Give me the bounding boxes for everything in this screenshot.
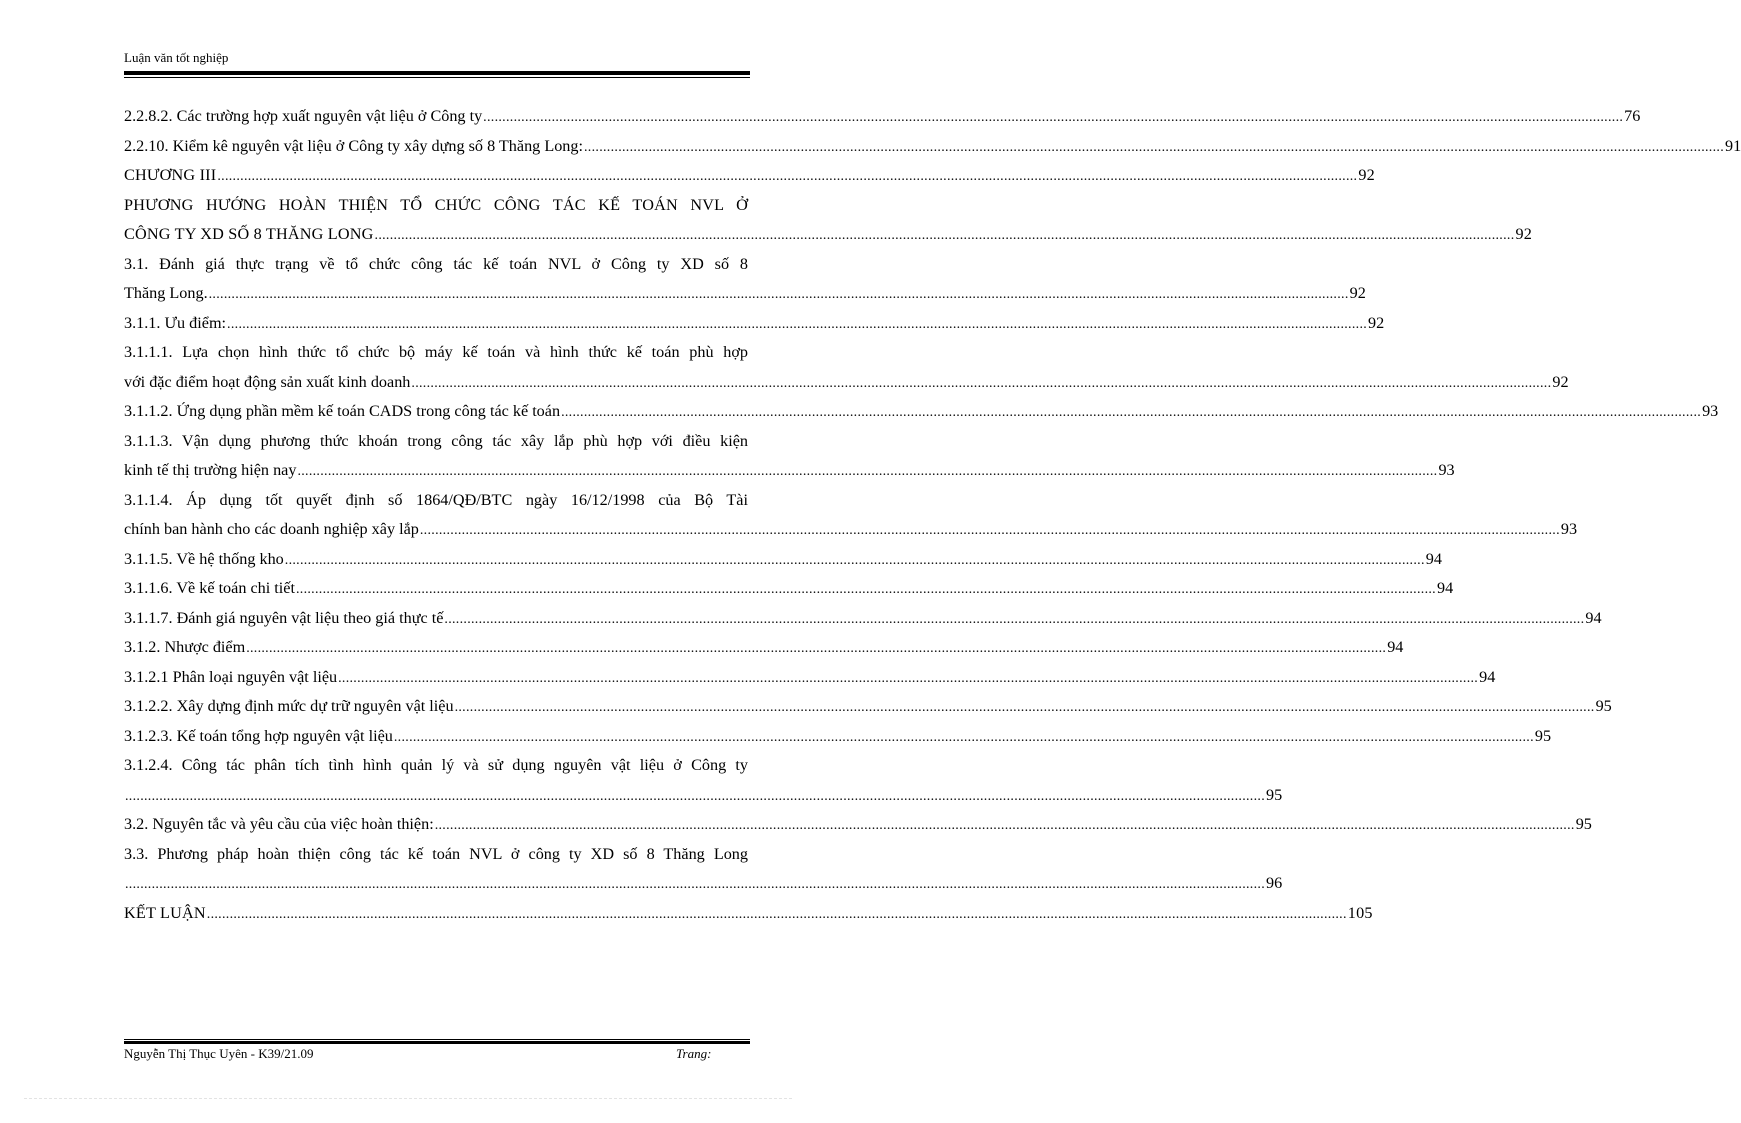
toc-entry-title: chính ban hành cho các doanh nghiệp xây lắp <box>124 520 419 538</box>
toc-entry-title: 3.3. Phương pháp hoàn thiện công tác kế toán NVL ở công ty XD số 8 Thăng Long <box>124 844 748 863</box>
toc-entry-title: 3.1.2. Nhược điểm <box>124 638 246 656</box>
toc-dot-leader: ............................................................................................................................................................................................................................................................................................................ <box>217 169 1358 184</box>
toc-dot-leader: ............................................................................................................................................................................................................................................................................................................ <box>374 228 1515 243</box>
table-of-contents <box>124 102 1741 928</box>
toc-dot-leader: ............................................................................................................................................................................................................................................................................................................ <box>411 375 1552 391</box>
toc-entry <box>124 751 1283 810</box>
toc-dot-leader: ............................................................................................................................................................................................................................................................................................................ <box>208 287 1349 302</box>
running-header-title: Luận văn tốt nghiệp <box>124 50 229 65</box>
toc-dot-leader: ............................................................................................................................................................................................................................................................................................................ <box>393 729 1534 745</box>
toc-entry-line <box>124 191 748 221</box>
toc-entry <box>124 250 1366 309</box>
toc-entry-line <box>124 338 748 368</box>
toc-dot-leader: ............................................................................................................................................................................................................................................................................................................ <box>125 788 1265 804</box>
toc-entry-title: 3.1.1.2. Ứng dụng phần mềm kế toán CADS trong công tác kế toán <box>124 402 561 420</box>
toc-entry <box>124 397 1719 427</box>
page-edge-divider <box>24 1098 792 1099</box>
toc-page-number: 94 <box>1436 579 1454 597</box>
toc-dot-leader: ............................................................................................................................................................................................................................................................................................................ <box>227 316 1368 332</box>
toc-entry-line <box>124 869 1283 899</box>
header-rule-thin <box>124 77 750 78</box>
toc-entry-line <box>124 456 1455 486</box>
toc-dot-leader: ............................................................................................................................................................................................................................................................................................................ <box>444 611 1585 627</box>
toc-entry-title: CHƯƠNG III <box>124 166 217 184</box>
toc-entry <box>124 633 1404 663</box>
toc-page-number: 91 <box>1725 136 1741 155</box>
toc-page-number: 92 <box>1358 166 1375 184</box>
toc-page-number: 95 <box>1575 815 1592 833</box>
toc-entry-title: 3.1.2.4. Công tác phân tích tình hình quản lý và sử dụng nguyên vật liệu ở Công ty <box>124 756 748 774</box>
toc-entry-title: Thăng Long. <box>124 284 208 302</box>
toc-entry-line <box>124 279 1366 309</box>
toc-entry <box>124 899 1373 929</box>
toc-page-number: 96 <box>1266 874 1283 892</box>
toc-page-number: 95 <box>1266 785 1283 804</box>
toc-entry-title: 3.1.2.1 Phân loại nguyên vật liệu <box>124 667 338 686</box>
toc-dot-leader: ............................................................................................................................................................................................................................................................................................................ <box>295 582 1436 597</box>
toc-entry <box>124 810 1592 840</box>
toc-dot-leader: ............................................................................................................................................................................................................................................................................................................ <box>561 405 1702 420</box>
toc-entry-title: 3.2. Nguyên tắc và yêu cầu của việc hoàn thiện: <box>124 815 434 833</box>
toc-page-number: 92 <box>1552 372 1569 391</box>
toc-page-number: 94 <box>1585 608 1602 627</box>
toc-entry-title: 2.2.8.2. Các trường hợp xuất nguyên vật liệu ở Công ty <box>124 107 483 125</box>
toc-entry-title: 2.2.10. Kiểm kê nguyên vật liệu ở Công ty xây dựng số 8 Thăng Long: <box>124 136 583 155</box>
toc-entry-line <box>124 220 1533 250</box>
toc-entry-title: kinh tế thị trường hiện nay <box>124 461 297 479</box>
footer-page-label: Trang: <box>676 1046 712 1061</box>
toc-dot-leader: ............................................................................................................................................................................................................................................................................................................ <box>246 641 1387 656</box>
toc-entry-line <box>124 692 1612 722</box>
toc-entry-line <box>124 161 1375 191</box>
toc-dot-leader: ............................................................................................................................................................................................................................................................................................................ <box>419 523 1560 538</box>
toc-entry <box>124 663 1496 693</box>
toc-page-number: 105 <box>1347 903 1373 922</box>
toc-page-number: 93 <box>1702 402 1719 420</box>
toc-entry-line <box>124 574 1454 604</box>
toc-entry-line <box>124 840 748 870</box>
toc-entry-line <box>124 722 1552 752</box>
toc-entry-line <box>124 486 748 516</box>
toc-page-number: 93 <box>1560 520 1578 538</box>
toc-entry <box>124 427 1455 486</box>
toc-dot-leader: ............................................................................................................................................................................................................................................................................................................ <box>284 552 1425 568</box>
toc-entry <box>124 545 1442 575</box>
toc-entry <box>124 338 1569 397</box>
toc-dot-leader: ............................................................................................................................................................................................................................................................................................................ <box>584 139 1724 155</box>
toc-entry-title: 3.1.1.7. Đánh giá nguyên vật liệu theo giá thực tế <box>124 608 444 627</box>
toc-dot-leader: ............................................................................................................................................................................................................................................................................................................ <box>338 670 1479 686</box>
toc-entry <box>124 161 1375 191</box>
toc-entry-title: 3.1.1.5. Về hệ thống kho <box>124 549 284 568</box>
toc-dot-leader: ............................................................................................................................................................................................................................................................................................................ <box>434 818 1575 833</box>
toc-entry-line <box>124 515 1578 545</box>
toc-entry <box>124 191 1533 250</box>
toc-entry-title: 3.1.2.2. Xây dựng định mức dự trữ nguyên vật liệu <box>124 697 454 715</box>
footer-author: Nguyễn Thị Thục Uyên - K39/21.09 <box>124 1046 314 1061</box>
toc-page-number: 93 <box>1438 461 1455 479</box>
toc-entry <box>124 102 1641 132</box>
toc-entry <box>124 574 1454 604</box>
toc-entry-line <box>124 397 1719 427</box>
footer-rule-thick <box>124 1041 750 1044</box>
toc-dot-leader: ............................................................................................................................................................................................................................................................................................................ <box>454 700 1595 715</box>
toc-page-number: 94 <box>1425 549 1442 568</box>
toc-entry <box>124 309 1385 339</box>
toc-entry-line <box>124 663 1496 693</box>
toc-entry <box>124 486 1578 545</box>
toc-page-number: 92 <box>1368 313 1385 332</box>
toc-dot-leader: ............................................................................................................................................................................................................................................................................................................ <box>206 906 1347 922</box>
toc-entry-line <box>124 132 1741 162</box>
toc-page-number: 92 <box>1515 225 1533 243</box>
toc-entry-title: CÔNG TY XD SỐ 8 THĂNG LONG <box>124 225 374 243</box>
toc-page-number: 94 <box>1479 667 1496 686</box>
toc-entry-line <box>124 604 1602 634</box>
toc-dot-leader: ............................................................................................................................................................................................................................................................................................................ <box>297 464 1438 479</box>
toc-entry-line <box>124 102 1641 132</box>
toc-entry-title: 3.1.2.3. Kế toán tổng hợp nguyên vật liệu <box>124 726 393 745</box>
toc-entry-line <box>124 899 1373 929</box>
header-rule-thick <box>124 71 750 75</box>
toc-dot-leader: ............................................................................................................................................................................................................................................................................................................ <box>125 877 1265 892</box>
toc-dot-leader: ............................................................................................................................................................................................................................................................................................................ <box>483 110 1624 125</box>
toc-page-number: 95 <box>1534 726 1552 745</box>
toc-entry <box>124 604 1602 634</box>
toc-entry-title: KẾT LUẬN <box>124 903 206 922</box>
toc-entry-title: với đặc điểm hoạt động sản xuất kinh doanh <box>124 372 411 391</box>
toc-entry-line <box>124 751 748 781</box>
toc-entry <box>124 132 1741 162</box>
toc-entry-line <box>124 368 1569 398</box>
toc-entry-title: 3.1.1. Ưu điểm: <box>124 313 227 332</box>
toc-entry <box>124 692 1612 722</box>
toc-entry-line <box>124 545 1442 575</box>
toc-entry-line <box>124 427 748 457</box>
toc-entry-line <box>124 633 1404 663</box>
toc-entry-title: PHƯƠNG HƯỚNG HOÀN THIỆN TỔ CHỨC CÔNG TÁC KẾ TOÁN NVL Ở <box>124 195 748 214</box>
toc-entry <box>124 722 1552 752</box>
toc-entry-title: 3.1.1.3. Vận dụng phương thức khoán trong công tác xây lắp phù hợp với điều kiện <box>124 431 748 450</box>
toc-entry-line <box>124 250 748 280</box>
toc-entry-title: 3.1.1.1. Lựa chọn hình thức tổ chức bộ máy kế toán và hình thức kế toán phù hợp <box>124 343 748 361</box>
toc-entry-title: 3.1. Đánh giá thực trạng về tổ chức công tác kế toán NVL ở Công ty XD số 8 <box>124 254 748 273</box>
toc-page-number: 95 <box>1595 697 1612 715</box>
toc-entry-line <box>124 309 1385 339</box>
footer-rule-thin <box>124 1039 750 1040</box>
toc-entry-line <box>124 781 1283 811</box>
toc-page-number: 92 <box>1349 284 1366 302</box>
toc-page-number: 76 <box>1624 107 1641 125</box>
toc-entry-title: 3.1.1.4. Áp dụng tốt quyết định số 1864/QĐ/BTC ngày 16/12/1998 của Bộ Tài <box>124 490 748 509</box>
toc-entry-line <box>124 810 1592 840</box>
toc-page-number: 94 <box>1387 638 1404 656</box>
toc-entry-title: 3.1.1.6. Về kế toán chi tiết <box>124 579 295 597</box>
toc-entry <box>124 840 1283 899</box>
